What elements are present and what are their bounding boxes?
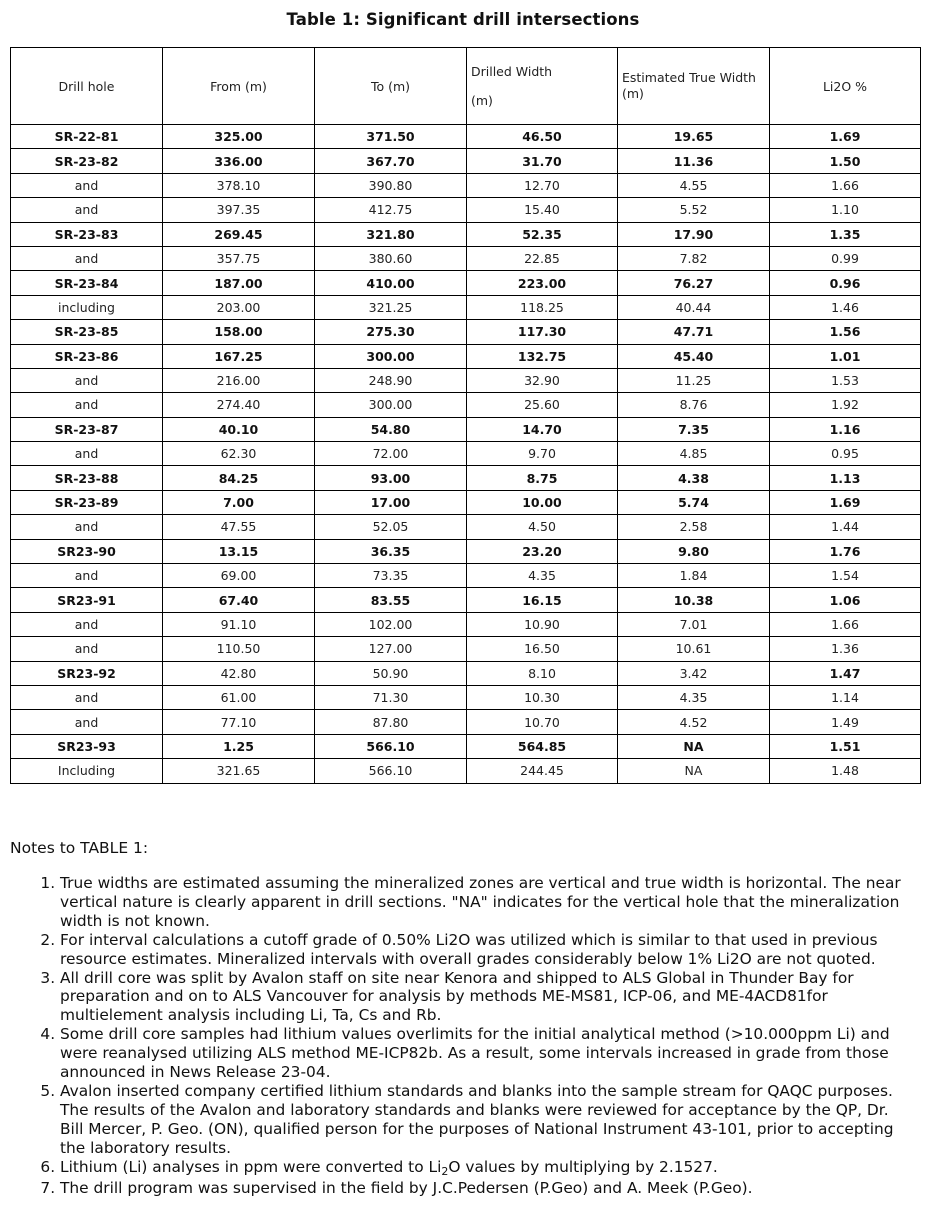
note-item-6 bbox=[60, 1158, 912, 1177]
header-row bbox=[11, 48, 921, 125]
table-row bbox=[11, 222, 921, 246]
cell-li2o: 1.69 bbox=[770, 490, 921, 514]
cell-true-width: 4.52 bbox=[618, 710, 770, 734]
cell-drilled-width: 564.85 bbox=[467, 734, 618, 758]
cell-drilled-width: 10.30 bbox=[467, 685, 618, 709]
cell-li2o: 1.10 bbox=[770, 198, 921, 222]
cell-from: 69.00 bbox=[163, 564, 315, 588]
cell-to: 412.75 bbox=[315, 198, 467, 222]
cell-li2o: 1.49 bbox=[770, 710, 921, 734]
cell-li2o: 1.06 bbox=[770, 588, 921, 612]
cell-to: 371.50 bbox=[315, 125, 467, 149]
cell-to: 83.55 bbox=[315, 588, 467, 612]
cell-drill-hole: Including bbox=[11, 759, 163, 783]
table-row bbox=[11, 393, 921, 417]
table-row bbox=[11, 710, 921, 734]
cell-li2o: 1.92 bbox=[770, 393, 921, 417]
cell-drill-hole: SR-23-83 bbox=[11, 222, 163, 246]
cell-to: 390.80 bbox=[315, 173, 467, 197]
cell-li2o: 1.46 bbox=[770, 295, 921, 319]
table-row bbox=[11, 320, 921, 344]
cell-li2o: 0.95 bbox=[770, 442, 921, 466]
cell-from: 7.00 bbox=[163, 490, 315, 514]
table-row bbox=[11, 612, 921, 636]
table-row bbox=[11, 734, 921, 758]
cell-to: 321.80 bbox=[315, 222, 467, 246]
header-estimated-true-width: Estimated True Width (m) bbox=[618, 48, 770, 125]
cell-drill-hole: and bbox=[11, 710, 163, 734]
cell-drilled-width: 4.50 bbox=[467, 515, 618, 539]
cell-to: 54.80 bbox=[315, 417, 467, 441]
cell-from: 216.00 bbox=[163, 368, 315, 392]
cell-from: 378.10 bbox=[163, 173, 315, 197]
table-row bbox=[11, 368, 921, 392]
cell-drilled-width: 22.85 bbox=[467, 246, 618, 270]
cell-true-width: NA bbox=[618, 734, 770, 758]
cell-drilled-width: 244.45 bbox=[467, 759, 618, 783]
table-row bbox=[11, 173, 921, 197]
note-item-3: 3. All drill core was split by Avalon staff on site near Kenora and shipped to ALS Global in Thunder Bay for preparation and on to ALS Vancouver for analysis by methods ME-MS81, ICP-06, and ME-4ACD81for multielement analysis including Li, Ta, Cs and Rb. bbox=[60, 969, 912, 1026]
cell-from: 62.30 bbox=[163, 442, 315, 466]
table-title: Table 1: Significant drill intersections bbox=[286, 10, 640, 29]
cell-drill-hole: SR-23-82 bbox=[11, 149, 163, 173]
table-row bbox=[11, 539, 921, 563]
cell-from: 13.15 bbox=[163, 539, 315, 563]
cell-true-width: 4.85 bbox=[618, 442, 770, 466]
table-row bbox=[11, 149, 921, 173]
cell-li2o: 0.99 bbox=[770, 246, 921, 270]
cell-true-width: NA bbox=[618, 759, 770, 783]
cell-to: 102.00 bbox=[315, 612, 467, 636]
notes-list bbox=[0, 874, 912, 1197]
cell-to: 275.30 bbox=[315, 320, 467, 344]
cell-drill-hole: and bbox=[11, 442, 163, 466]
cell-drilled-width: 4.35 bbox=[467, 564, 618, 588]
cell-li2o: 1.53 bbox=[770, 368, 921, 392]
cell-drilled-width: 117.30 bbox=[467, 320, 618, 344]
table-row bbox=[11, 685, 921, 709]
cell-drilled-width: 8.10 bbox=[467, 661, 618, 685]
cell-true-width: 1.84 bbox=[618, 564, 770, 588]
cell-li2o: 0.96 bbox=[770, 271, 921, 295]
cell-drill-hole: SR23-91 bbox=[11, 588, 163, 612]
table-row bbox=[11, 271, 921, 295]
cell-to: 300.00 bbox=[315, 344, 467, 368]
cell-drill-hole: and bbox=[11, 246, 163, 270]
note-6-text-after: O values by multiplying by 2.1527. bbox=[448, 1157, 718, 1176]
cell-li2o: 1.76 bbox=[770, 539, 921, 563]
cell-true-width: 76.27 bbox=[618, 271, 770, 295]
notes-heading: Notes to TABLE 1: bbox=[10, 839, 149, 857]
table-row bbox=[11, 295, 921, 319]
cell-from: 274.40 bbox=[163, 393, 315, 417]
table-row bbox=[11, 466, 921, 490]
cell-to: 87.80 bbox=[315, 710, 467, 734]
cell-li2o: 1.14 bbox=[770, 685, 921, 709]
cell-drill-hole: and bbox=[11, 685, 163, 709]
cell-to: 71.30 bbox=[315, 685, 467, 709]
header-to: To (m) bbox=[315, 48, 467, 125]
cell-drill-hole: and bbox=[11, 515, 163, 539]
cell-drill-hole: and bbox=[11, 368, 163, 392]
cell-true-width: 47.71 bbox=[618, 320, 770, 344]
cell-drill-hole: and bbox=[11, 564, 163, 588]
cell-to: 127.00 bbox=[315, 637, 467, 661]
table-row bbox=[11, 515, 921, 539]
cell-true-width: 4.35 bbox=[618, 685, 770, 709]
table-row bbox=[11, 637, 921, 661]
cell-drilled-width: 14.70 bbox=[467, 417, 618, 441]
cell-li2o: 1.13 bbox=[770, 466, 921, 490]
cell-drilled-width: 118.25 bbox=[467, 295, 618, 319]
cell-from: 42.80 bbox=[163, 661, 315, 685]
cell-to: 380.60 bbox=[315, 246, 467, 270]
note-6-text-before: Lithium (Li) analyses in ppm were converted to Li bbox=[60, 1157, 442, 1176]
cell-true-width: 40.44 bbox=[618, 295, 770, 319]
cell-from: 269.45 bbox=[163, 222, 315, 246]
cell-to: 72.00 bbox=[315, 442, 467, 466]
cell-from: 397.35 bbox=[163, 198, 315, 222]
cell-true-width: 8.76 bbox=[618, 393, 770, 417]
cell-drilled-width: 10.00 bbox=[467, 490, 618, 514]
cell-true-width: 4.38 bbox=[618, 466, 770, 490]
cell-from: 158.00 bbox=[163, 320, 315, 344]
table-row bbox=[11, 125, 921, 149]
cell-drilled-width: 223.00 bbox=[467, 271, 618, 295]
table-row bbox=[11, 198, 921, 222]
note-item-7: 7. The drill program was supervised in the field by J.C.Pedersen (P.Geo) and A. Meek (P.Geo). bbox=[60, 1179, 912, 1198]
cell-drill-hole: SR-23-87 bbox=[11, 417, 163, 441]
cell-drill-hole: SR-23-85 bbox=[11, 320, 163, 344]
cell-drill-hole: and bbox=[11, 637, 163, 661]
cell-drilled-width: 32.90 bbox=[467, 368, 618, 392]
cell-to: 36.35 bbox=[315, 539, 467, 563]
note-item-4: 4. Some drill core samples had lithium values overlimits for the initial analytical method (>10.000ppm Li) and were reanalysed utilizing ALS method ME-ICP82b. As a result, some intervals increased in grade from those announced in News Release 23-04. bbox=[60, 1025, 912, 1082]
cell-to: 410.00 bbox=[315, 271, 467, 295]
cell-to: 73.35 bbox=[315, 564, 467, 588]
cell-true-width: 10.61 bbox=[618, 637, 770, 661]
cell-drilled-width: 12.70 bbox=[467, 173, 618, 197]
header-drilled-width-line2: (m) bbox=[471, 93, 493, 108]
cell-drill-hole: SR-23-89 bbox=[11, 490, 163, 514]
table-row bbox=[11, 344, 921, 368]
cell-drill-hole: SR23-92 bbox=[11, 661, 163, 685]
cell-li2o: 1.36 bbox=[770, 637, 921, 661]
cell-to: 321.25 bbox=[315, 295, 467, 319]
cell-li2o: 1.56 bbox=[770, 320, 921, 344]
cell-true-width: 9.80 bbox=[618, 539, 770, 563]
cell-from: 203.00 bbox=[163, 295, 315, 319]
cell-to: 367.70 bbox=[315, 149, 467, 173]
cell-drilled-width: 10.70 bbox=[467, 710, 618, 734]
cell-drilled-width: 23.20 bbox=[467, 539, 618, 563]
cell-drilled-width: 52.35 bbox=[467, 222, 618, 246]
cell-li2o: 1.44 bbox=[770, 515, 921, 539]
cell-from: 84.25 bbox=[163, 466, 315, 490]
cell-true-width: 19.65 bbox=[618, 125, 770, 149]
cell-drill-hole: and bbox=[11, 612, 163, 636]
cell-drilled-width: 15.40 bbox=[467, 198, 618, 222]
cell-to: 300.00 bbox=[315, 393, 467, 417]
cell-from: 357.75 bbox=[163, 246, 315, 270]
cell-drilled-width: 16.50 bbox=[467, 637, 618, 661]
cell-drilled-width: 10.90 bbox=[467, 612, 618, 636]
cell-li2o: 1.48 bbox=[770, 759, 921, 783]
table-row bbox=[11, 442, 921, 466]
table-body bbox=[11, 125, 921, 784]
cell-drill-hole: SR-23-86 bbox=[11, 344, 163, 368]
cell-from: 110.50 bbox=[163, 637, 315, 661]
cell-true-width: 45.40 bbox=[618, 344, 770, 368]
note-item-1: 1. True widths are estimated assuming the mineralized zones are vertical and true width is horizontal. The near vertical nature is clearly apparent in drill sections. "NA" indicates for the vertical hole that the mineralization width is not known. bbox=[60, 874, 912, 931]
cell-from: 167.25 bbox=[163, 344, 315, 368]
drill-intersections-table bbox=[10, 47, 921, 784]
note-6-subscript: 2 bbox=[441, 1164, 449, 1178]
cell-true-width: 7.35 bbox=[618, 417, 770, 441]
cell-from: 91.10 bbox=[163, 612, 315, 636]
cell-drilled-width: 25.60 bbox=[467, 393, 618, 417]
table-row bbox=[11, 588, 921, 612]
cell-li2o: 1.69 bbox=[770, 125, 921, 149]
cell-from: 321.65 bbox=[163, 759, 315, 783]
cell-from: 187.00 bbox=[163, 271, 315, 295]
cell-li2o: 1.35 bbox=[770, 222, 921, 246]
cell-from: 40.10 bbox=[163, 417, 315, 441]
cell-li2o: 1.16 bbox=[770, 417, 921, 441]
cell-true-width: 2.58 bbox=[618, 515, 770, 539]
table-row bbox=[11, 490, 921, 514]
header-drilled-width bbox=[467, 48, 618, 125]
cell-from: 325.00 bbox=[163, 125, 315, 149]
cell-drill-hole: and bbox=[11, 393, 163, 417]
cell-to: 248.90 bbox=[315, 368, 467, 392]
cell-drill-hole: SR-23-84 bbox=[11, 271, 163, 295]
cell-true-width: 7.82 bbox=[618, 246, 770, 270]
header-li2o: Li2O % bbox=[770, 48, 921, 125]
cell-drill-hole: SR-22-81 bbox=[11, 125, 163, 149]
cell-drill-hole: and bbox=[11, 198, 163, 222]
note-item-5: 5. Avalon inserted company certified lithium standards and blanks into the sample stream for QAQC purposes. The results of the Avalon and laboratory standards and blanks were reviewed for acceptance by the QP, Dr. Bill Mercer, P. Geo. (ON), qualified person for the purposes of National Instrument 43-101, prior to accepting the laboratory results. bbox=[60, 1082, 912, 1158]
cell-to: 52.05 bbox=[315, 515, 467, 539]
cell-drill-hole: SR23-93 bbox=[11, 734, 163, 758]
cell-to: 17.00 bbox=[315, 490, 467, 514]
cell-true-width: 11.25 bbox=[618, 368, 770, 392]
cell-from: 47.55 bbox=[163, 515, 315, 539]
cell-to: 566.10 bbox=[315, 734, 467, 758]
cell-li2o: 1.50 bbox=[770, 149, 921, 173]
cell-true-width: 10.38 bbox=[618, 588, 770, 612]
cell-true-width: 5.74 bbox=[618, 490, 770, 514]
cell-li2o: 1.51 bbox=[770, 734, 921, 758]
cell-to: 566.10 bbox=[315, 759, 467, 783]
cell-li2o: 1.66 bbox=[770, 173, 921, 197]
cell-drilled-width: 16.15 bbox=[467, 588, 618, 612]
cell-true-width: 4.55 bbox=[618, 173, 770, 197]
header-drilled-width-line1: Drilled Width bbox=[471, 64, 553, 79]
cell-drilled-width: 46.50 bbox=[467, 125, 618, 149]
table-row bbox=[11, 564, 921, 588]
cell-true-width: 3.42 bbox=[618, 661, 770, 685]
cell-drill-hole: SR23-90 bbox=[11, 539, 163, 563]
table-row bbox=[11, 246, 921, 270]
cell-from: 67.40 bbox=[163, 588, 315, 612]
cell-drilled-width: 132.75 bbox=[467, 344, 618, 368]
cell-li2o: 1.01 bbox=[770, 344, 921, 368]
cell-true-width: 7.01 bbox=[618, 612, 770, 636]
cell-to: 93.00 bbox=[315, 466, 467, 490]
cell-drill-hole: SR-23-88 bbox=[11, 466, 163, 490]
cell-from: 61.00 bbox=[163, 685, 315, 709]
table-row bbox=[11, 661, 921, 685]
cell-li2o: 1.54 bbox=[770, 564, 921, 588]
cell-from: 336.00 bbox=[163, 149, 315, 173]
cell-li2o: 1.47 bbox=[770, 661, 921, 685]
cell-drilled-width: 8.75 bbox=[467, 466, 618, 490]
header-from: From (m) bbox=[163, 48, 315, 125]
cell-true-width: 11.36 bbox=[618, 149, 770, 173]
header-drill-hole: Drill hole bbox=[11, 48, 163, 125]
table-row bbox=[11, 759, 921, 783]
cell-from: 77.10 bbox=[163, 710, 315, 734]
cell-true-width: 17.90 bbox=[618, 222, 770, 246]
cell-drill-hole: including bbox=[11, 295, 163, 319]
cell-from: 1.25 bbox=[163, 734, 315, 758]
cell-true-width: 5.52 bbox=[618, 198, 770, 222]
note-item-2: 2. For interval calculations a cutoff grade of 0.50% Li2O was utilized which is similar to that used in previous resource estimates. Mineralized intervals with overall grades considerably below 1% Li2O are not quoted. bbox=[60, 931, 912, 969]
table-row bbox=[11, 417, 921, 441]
cell-drilled-width: 9.70 bbox=[467, 442, 618, 466]
cell-drill-hole: and bbox=[11, 173, 163, 197]
cell-drilled-width: 31.70 bbox=[467, 149, 618, 173]
cell-li2o: 1.66 bbox=[770, 612, 921, 636]
cell-to: 50.90 bbox=[315, 661, 467, 685]
